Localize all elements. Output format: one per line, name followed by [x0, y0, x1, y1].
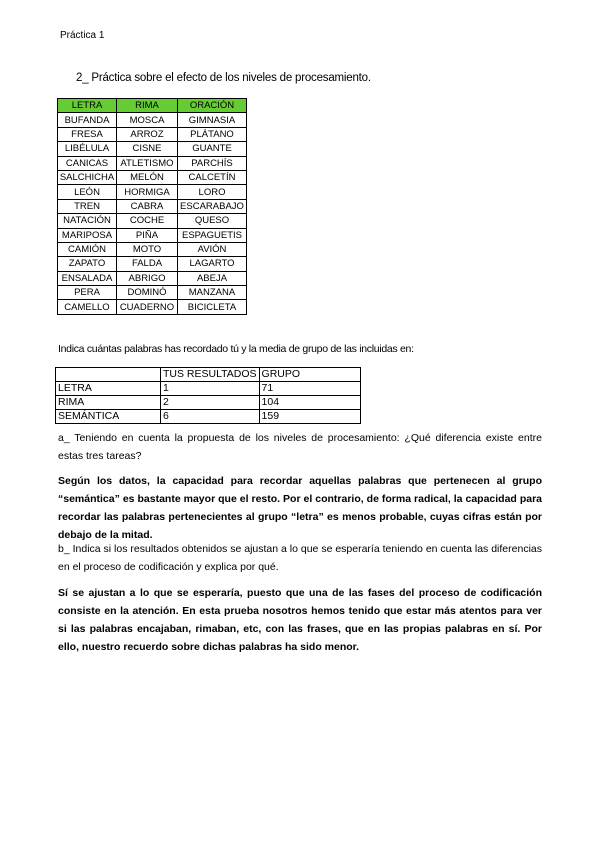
table-row [56, 382, 361, 396]
table-row [58, 257, 247, 271]
cell-letra: ENSALADA [58, 271, 117, 285]
results-header-empty [56, 368, 161, 382]
results-category: RIMA [56, 396, 161, 410]
cell-letra: CAMELLO [58, 300, 117, 314]
cell-rima: MOTO [117, 242, 178, 256]
cell-oracion: ESPAGUETIS [178, 228, 247, 242]
table-row [56, 410, 361, 424]
cell-oracion: LORO [178, 185, 247, 199]
cell-rima: FALDA [117, 257, 178, 271]
cell-letra: FRESA [58, 127, 117, 141]
cell-rima: CISNE [117, 142, 178, 156]
cell-rima: ABRIGO [117, 271, 178, 285]
results-header-grupo: GRUPO [259, 368, 360, 382]
table-row [58, 242, 247, 256]
header-oracion: ORACIÓN [178, 99, 247, 113]
cell-oracion: QUESO [178, 214, 247, 228]
cell-letra: TREN [58, 199, 117, 213]
answer-b: Sí se ajustan a lo que se esperaría, puesto que una de las fases del proceso de codificación consiste en la atención. En esta prueba nosotros hemos tenido que estar más atentos para ver si las palabras encajaban, rimaban, etc, con las frases, que en las propias palabras en sí. Por ello, nuestro recuerdo sobre dichas palabras ha sido menor. [58, 587, 542, 653]
cell-oracion: CALCETÍN [178, 170, 247, 184]
cell-oracion: LAGARTO [178, 257, 247, 271]
results-intro: Indica cuántas palabras has recordado tú y la media de grupo de las incluidas en: [58, 343, 414, 355]
cell-rima: COCHE [117, 214, 178, 228]
cell-oracion: MANZANA [178, 286, 247, 300]
section-title: 2_ Práctica sobre el efecto de los niveles de procesamiento. [76, 72, 371, 84]
cell-rima: CABRA [117, 199, 178, 213]
header-rima: RIMA [117, 99, 178, 113]
cell-rima: MOSCA [117, 113, 178, 127]
results-group: 71 [259, 382, 360, 396]
table-row [58, 185, 247, 199]
word-table-header-row [58, 99, 247, 113]
answer-a: Según los datos, la capacidad para recordar aquellas palabras que pertenecen al grupo “semántica” es bastante mayor que el resto. Por el contrario, de forma radical, la capacidad para recordar las palabras pertenecientes al grupo “letra” es menos probable, cuyas cifras están por debajo de la mitad. [58, 475, 542, 541]
table-row [58, 199, 247, 213]
cell-oracion: ESCARABAJO [178, 199, 247, 213]
table-row [58, 286, 247, 300]
cell-oracion: BICICLETA [178, 300, 247, 314]
results-header-tus-resultados: TUS RESULTADOS [161, 368, 260, 382]
cell-oracion: PARCHÍS [178, 156, 247, 170]
cell-rima: MELÓN [117, 170, 178, 184]
cell-rima: PIÑA [117, 228, 178, 242]
results-own: 1 [161, 382, 260, 396]
table-row [58, 142, 247, 156]
question-a: a_ Teniendo en cuenta la propuesta de los niveles de procesamiento: ¿Qué diferencia existe entre estas tres tareas? [58, 432, 542, 462]
table-row [56, 396, 361, 410]
results-category: SEMÁNTICA [56, 410, 161, 424]
cell-rima: ATLETISMO [117, 156, 178, 170]
word-table [57, 98, 247, 315]
cell-letra: CANICAS [58, 156, 117, 170]
table-row [58, 156, 247, 170]
table-row [58, 214, 247, 228]
question-b: b_ Indica si los resultados obtenidos se ajustan a lo que se esperaría teniendo en cuenta las diferencias en el proceso de codificación y explica por qué. [58, 543, 542, 573]
table-row [58, 170, 247, 184]
results-own: 2 [161, 396, 260, 410]
table-row [58, 271, 247, 285]
cell-rima: CUADERNO [117, 300, 178, 314]
table-row [58, 228, 247, 242]
cell-oracion: GIMNASIA [178, 113, 247, 127]
results-category: LETRA [56, 382, 161, 396]
header-letra: LETRA [58, 99, 117, 113]
cell-letra: PERA [58, 286, 117, 300]
cell-rima: DOMINÓ [117, 286, 178, 300]
table-row [58, 300, 247, 314]
cell-rima: HORMIGA [117, 185, 178, 199]
cell-oracion: PLÁTANO [178, 127, 247, 141]
cell-letra: ZAPATO [58, 257, 117, 271]
page-header: Práctica 1 [60, 30, 105, 41]
results-own: 6 [161, 410, 260, 424]
cell-rima: ARROZ [117, 127, 178, 141]
cell-letra: LEÓN [58, 185, 117, 199]
results-group: 104 [259, 396, 360, 410]
cell-letra: MARIPOSA [58, 228, 117, 242]
table-row [58, 113, 247, 127]
cell-letra: CAMIÓN [58, 242, 117, 256]
cell-letra: BUFANDA [58, 113, 117, 127]
results-group: 159 [259, 410, 360, 424]
cell-oracion: AVIÓN [178, 242, 247, 256]
cell-letra: NATACIÓN [58, 214, 117, 228]
results-table [55, 367, 361, 424]
cell-oracion: GUANTE [178, 142, 247, 156]
cell-oracion: ABEJA [178, 271, 247, 285]
results-header-row [56, 368, 361, 382]
cell-letra: LIBÉLULA [58, 142, 117, 156]
cell-letra: SALCHICHA [58, 170, 117, 184]
table-row [58, 127, 247, 141]
